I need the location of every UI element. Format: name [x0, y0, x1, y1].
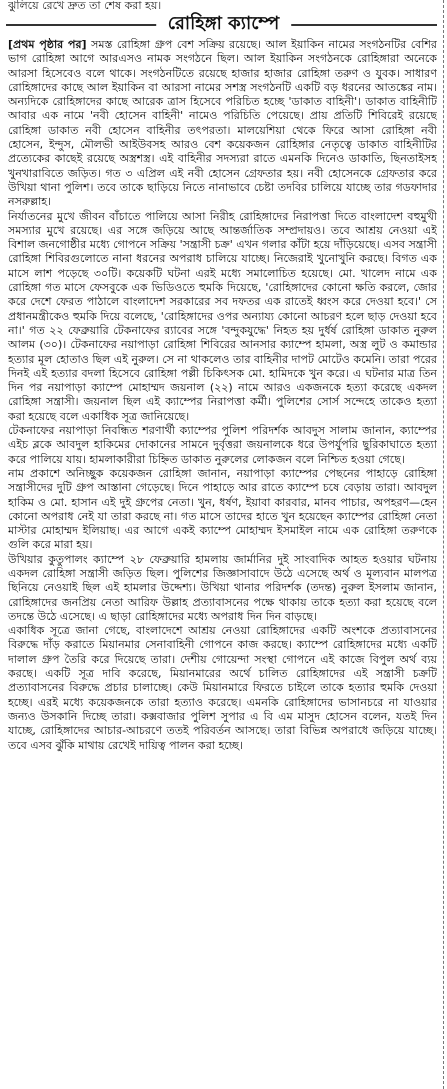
headline-bar	[0, 14, 447, 34]
article-paragraph: উখিয়ার কুতুপালং ক্যাম্পে ২৮ ফেব্রুয়ারি হামলায় জার্মানির দুই সাংবাদিক আহত হওয়ার ঘটনায় একদল রোহিঙ্গা সন্ত্রাসী জড়িত ছিল। পুলিশের জিজ্ঞাসাবাদে উঠে এসেছে অর্থ ও মূল্যবান মালপত্র ছিনিয়ে নেওয়াই ছিল এই হামলার উদ্দেশ্য। উখিয়া থানার পরিদর্শক (তদন্ত) নুরুল ইসলাম জানান, রোহিঙ্গাদের জনপ্রিয় নেতা আরিফ উল্লাহ প্রত্যাবাসনের পক্ষে থাকায় তাকে হত্যা করা হয়েছে বলে তদন্তে উঠে এসেছে। এ ছাড়া রোহিঙ্গাদের মধ্যে অপরাধ দিন দিন বাড়ছে।	[8, 552, 437, 623]
paragraph-text: সমস্ত রোহিঙ্গা গ্রুপ বেশ সক্রিয় রয়েছে। আল ইয়াকিন নামের সংগঠনটির বেশির ভাগ রোহিঙ্গা আগে আরএসও নামক সংগঠনে ছিল। আল ইয়াকিন সংগঠনকে রোহিঙ্গারা অনেকে আরসা হিসেবেও বলে থাকে। সংগঠনটিতে রয়েছে হাজার হাজার রোহিঙ্গা তরুণ ও যুবক। সাধারণ রোহিঙ্গাদের কাছে আল ইয়াকিন বা আরসা নামের সশস্ত্র সংগঠনটি একটি বড় ধরনের আতঙ্কের নাম। অন্যদিকে রোহিঙ্গাদের কাছে আরেক ত্রাস হিসেবে পরিচিত হচ্ছে 'ডাকাত বাহিনী'। ডাকাত বাহিনীটি আবার এক নামে 'নবী হোসেন বাহিনী' নামেও পরিচিতি পেয়েছে। প্রায় প্রতিটি শিবিরেই রয়েছে রোহিঙ্গা ডাকাত নবী হোসেন বাহিনীর তৎপরতা। মালয়েশিয়া থেকে ফিরে আসা রোহিঙ্গা নবী হোসেন, ইন্দুস, মৌলভী আইউবসহ আরও বেশ কয়েকজন রোহিঙ্গার নেতৃত্বে ডাকাত বাহিনীটির প্রত্যেকের কাছেই রয়েছে অস্ত্রশস্ত্র। এই বাহিনীর সদস্যরা রাতে এমনকি দিনেও ডাকাতি, ছিনতাইসহ খুনখারাবিতে জড়িত। গত ৩ এপ্রিল এই নবী হোসেন গ্রেফতার হয়। নবী হোসেনকে গ্রেফতার করে উখিয়া থানা পুলিশ। তবে তাকে ছাড়িয়ে নিতে নানাভাবে চেষ্টা তদবির চালিয়ে যাচ্ছে তার গডফাদার নসরুল্লাহ।	[8, 38, 437, 209]
article-headline: রোহিঙ্গা ক্যাম্পে	[156, 14, 292, 34]
column-cut-line	[443, 0, 444, 1089]
article-paragraph: একাধিক সূত্রে জানা গেছে, বাংলাদেশে আশ্রয় নেওয়া রোহিঙ্গাদের একটি অংশকে প্রত্যাবাসনের বিরুদ্ধে দাঁড় করাতে মিয়ানমার সেনাবাহিনী গোপনে কাজ করছে। ক্যাম্পে রোহিঙ্গাদের মধ্যে একটি দালাল গ্রুপ তৈরি করে দিয়েছে তারা। দেশীয় গোয়েন্দা সংস্থা গোপনে এই কাজে বিপুল অর্থ ব্যয় করছে। একটি সূত্র দাবি করেছে, মিয়ানমারের অর্থে চালিত রোহিঙ্গাদের এই সন্ত্রাসী চক্রটি প্রত্যাবাসনের বিরুদ্ধে প্রচার চালাচ্ছে। কেউ মিয়ানমারে ফিরতে চাইলে তাকে হত্যার হুমকি দেওয়া হচ্ছে। এরই মধ্যে কয়েকজনকে তারা হত্যাও করেছে। এমনকি রোহিঙ্গাদের ভাসানচরে না যাওয়ার জন্যও উসকানি দিচ্ছে তারা। কক্সবাজার পুলিশ সুপার এ বি এম মাসুদ হোসেন বলেন, যতই দিন যাচ্ছে, রোহিঙ্গাদের আচার-আচরণে ততই পরিবর্তন আসছে। তারা বিভিন্ন অপরাধে জড়িয়ে যাচ্ছে। তবে এসব ঝুঁকি মাথায় রেখেই দায়িত্ব পালন করা হচ্ছে।	[8, 624, 437, 752]
previous-article-ending: ঝুলিয়ে রেখে দ্রুত তা শেষ করা হয়।	[8, 0, 162, 12]
article-paragraph	[8, 38, 437, 210]
article-paragraph: নির্যাতনের মুখে জীবন বাঁচাতে পালিয়ে আসা নিরীহ রোহিঙ্গাদের নিরাপত্তা দিতে বাংলাদেশ বহুমুখী সমস্যার মুখে রয়েছে। এর সঙ্গে জড়িয়ে আছে আন্তর্জাতিক সম্প্রদায়ও। তবে আশ্রয় নেওয়া এই বিশাল জনগোষ্ঠীর মধ্যে গোপনে সক্রিয় 'সন্ত্রাসী চক্র' এখন গলার কাঁটা হয়ে দাঁড়িয়েছে। এসব সন্ত্রাসী রোহিঙ্গা শিবিরগুলোতে নানা ধরনের অপরাধ চালিয়ে যাচ্ছে। নিজেরাই খুনোখুনি করছে। বিগত এক মাসে লাশ পড়েছে ৩০টি। কয়েকটি ঘটনা এরই মধ্যে সমালোচিত হয়েছে। মো. খালেদ নামে এক রোহিঙ্গা গত মাসে ফেসবুকে এক ভিডিওতে হুমকি দিয়েছে, 'রোহিঙ্গাদের কোনো ক্ষতি করলে, জোর করে দেশে ফেরত পাঠালে বাংলাদেশ সরকারের সব দফতর এক রাতেই ধ্বংস করে দেওয়া হবে।' সে প্রধানমন্ত্রীকেও হুমকি দিয়ে বলেছে, 'রোহিঙ্গাদের ওপর অন্যায্য কোনো আচরণ হলে ছাড় দেওয়া হবে না।' গত ২২ ফেব্রুয়ারি টেকনাফের র‌্যাবের সঙ্গে 'বন্দুকযুদ্ধে' নিহত হয় দুর্ধর্ষ রোহিঙ্গা ডাকাত নুরুল আলম (৩০)। টেকনাফের নয়াপাড়া রোহিঙ্গা শিবিরের আনসার ক্যাম্পে হামলা, অস্ত্র লুট ও কমান্ডার হত্যার মূল হোতাও ছিল এই নুরুল। সে না থাকলেও তার বাহিনীর দাপট মোটেও কমেনি। তারা পরের দিনই এই হত্যার বদলা হিসেবে রোহিঙ্গা পল্লী চিকিৎসক মো. হামিদকে খুন করে। এ ঘটনার মাত্র তিন দিন পর নয়াপাড়া ক্যাম্পে মোহাম্মদ জয়নাল (২২) নামে আরও একজনকে হত্যা করেছে একদল রোহিঙ্গা সন্ত্রাসী। জয়নাল ছিল এই ক্যাম্পের নিরাপত্তা কর্মী। পুলিশের সোর্স সন্দেহে তাকেও হত্যা করা হয়েছে বলে একাধিক সূত্র জানিয়েছে।	[8, 209, 437, 423]
article-body	[8, 38, 437, 1085]
article-paragraph: নাম প্রকাশে অনিচ্ছুক কয়েকজন রোহিঙ্গা জানান, নয়াপাড়া ক্যাম্পের পেছনের পাহাড়ে রোহিঙ্গা সন্ত্রাসীদের দুটি গ্রুপ আস্তানা গেড়েছে। দিনে পাহাড়ে আর রাতে ক্যাম্পে চষে বেড়ায় তারা। আবদুল হাকিম ও মো. হাসান এই দুই গ্রুপের নেতা। খুন, ধর্ষণ, ইয়াবা কারবার, মানব পাচার, অপহরণ—হেন কোনো অপরাধ নেই যা তারা করছে না। গত মাসে তাদের হাতে খুন হয়েছেন ক্যাম্পের রোহিঙ্গা নেতা মাস্টার মোহাম্মদ ইলিয়াছ। এর আগে একই ক্যাম্পে মোহাম্মদ ইসমাইল নামে এক রোহিঙ্গা তরুণকে গুলি করে মারা হয়।	[8, 466, 437, 552]
article-paragraph: টেকনাফের নয়াপাড়া নিবন্ধিত শরণার্থী ক্যাম্পের পুলিশ পরিদর্শক আবদুস সালাম জানান, ক্যাম্পের এইচ ব্লকে আবদুল হাকিমের দোকানের সামনে দুর্বৃত্তরা জয়নালকে ধরে উপর্যুপরি ছুরিকাঘাতে হত্যা করে পালিয়ে যায়। হামলাকারীরা চিহ্নিত ডাকাত নুরুলের লোকজন বলে নিশ্চিত হওয়া গেছে।	[8, 424, 437, 466]
continuation-tag: [প্রথম পৃষ্ঠার পর]	[8, 38, 87, 51]
